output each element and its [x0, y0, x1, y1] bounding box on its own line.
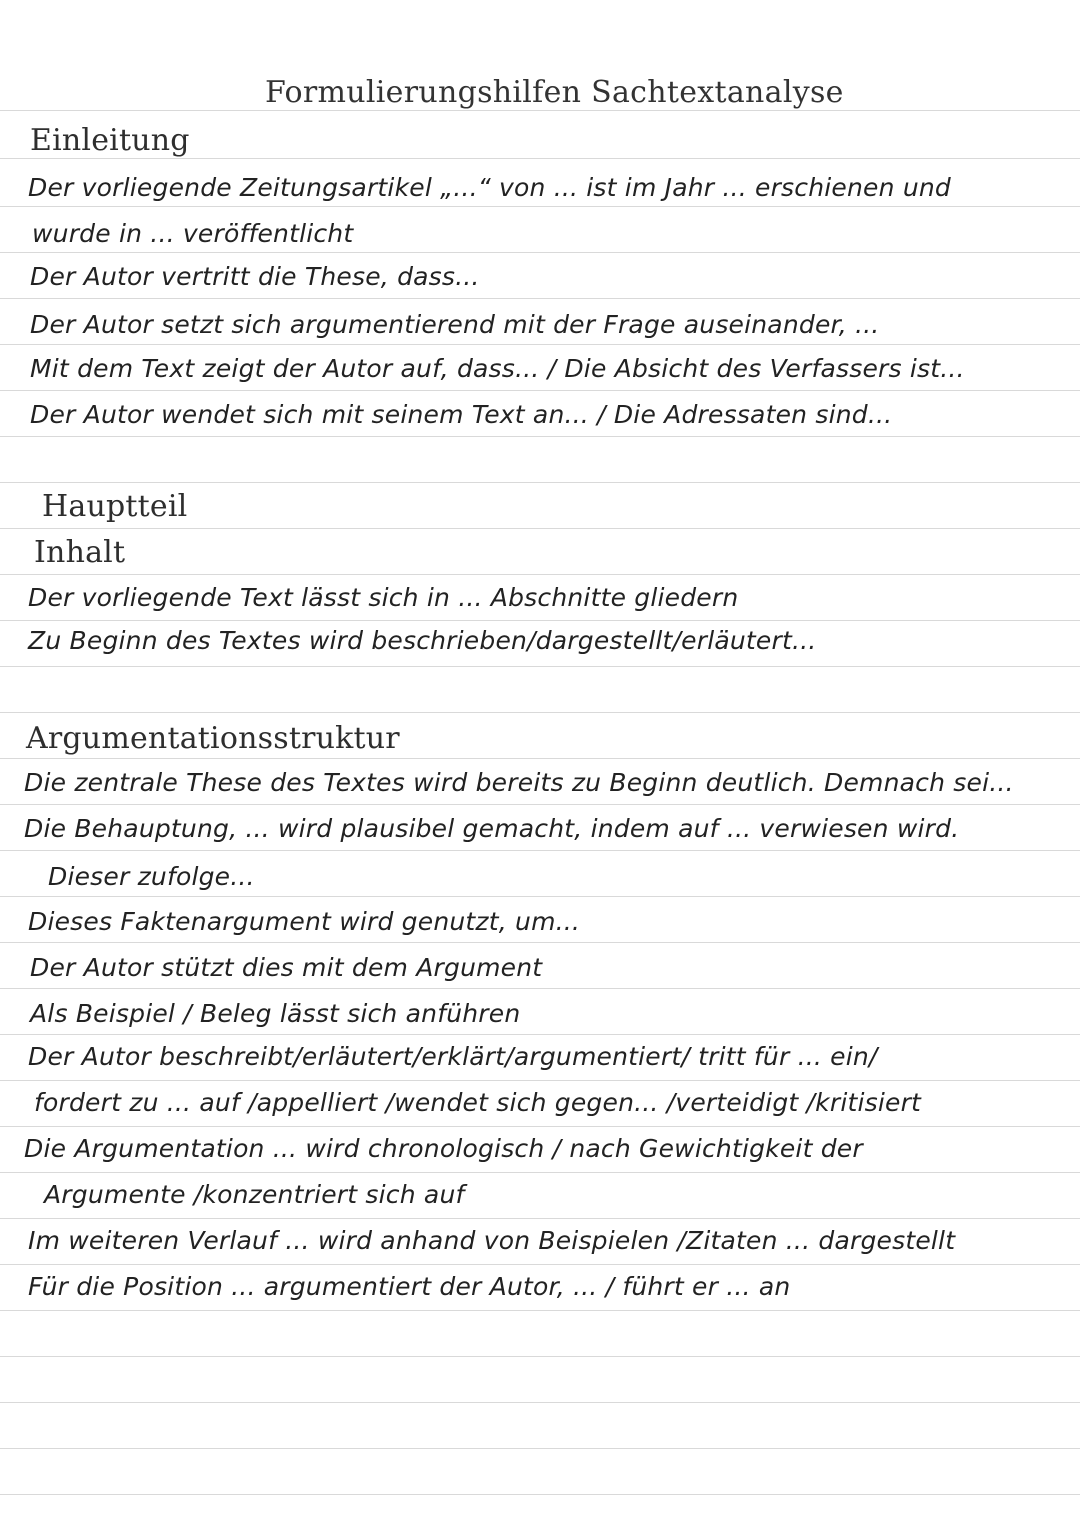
ruled-line: [0, 574, 1080, 575]
ruled-line: [0, 1080, 1080, 1081]
text-line: Dieser zufolge...: [48, 862, 255, 891]
ruled-line: [0, 482, 1080, 483]
ruled-line: [0, 390, 1080, 391]
ruled-line: [0, 942, 1080, 943]
text-line: Die zentrale These des Textes wird bereits zu Beginn deutlich. Demnach sei...: [24, 768, 1014, 797]
ruled-line: [0, 896, 1080, 897]
ruled-line: [0, 1218, 1080, 1219]
text-line: Zu Beginn des Textes wird beschrieben/dargestellt/erläutert...: [28, 626, 817, 655]
text-line: Der Autor stützt dies mit dem Argument: [30, 953, 543, 982]
section-heading-argumentationsstruktur: Argumentationsstruktur: [26, 721, 400, 756]
ruled-line: [0, 988, 1080, 989]
ruled-line: [0, 712, 1080, 713]
text-line: Die Behauptung, ... wird plausibel gemacht, indem auf ... verwiesen wird.: [24, 814, 960, 843]
ruled-line: [0, 1356, 1080, 1357]
ruled-line: [0, 1494, 1080, 1495]
text-line: Argumente /konzentriert sich auf: [44, 1180, 465, 1209]
ruled-line: [0, 850, 1080, 851]
text-line: Die Argumentation ... wird chronologisch / nach Gewichtigkeit der: [24, 1134, 863, 1163]
ruled-line: [0, 344, 1080, 345]
ruled-line: [0, 298, 1080, 299]
ruled-line: [0, 1448, 1080, 1449]
text-line: Für die Position ... argumentiert der Autor, ... / führt er ... an: [28, 1272, 791, 1301]
ruled-line: [0, 666, 1080, 667]
ruled-line: [0, 528, 1080, 529]
text-line: Als Beispiel / Beleg lässt sich anführen: [30, 999, 521, 1028]
text-line: Der Autor beschreibt/erläutert/erklärt/argumentiert/ tritt für ... ein/: [28, 1042, 878, 1071]
ruled-line: [0, 1034, 1080, 1035]
page-title: Formulierungshilfen Sachtextanalyse: [265, 75, 844, 110]
text-line: fordert zu ... auf /appelliert /wendet sich gegen... /verteidigt /kritisiert: [34, 1088, 922, 1117]
text-line: Der Autor vertritt die These, dass...: [30, 262, 480, 291]
section-heading-inhalt: Inhalt: [34, 535, 126, 570]
section-heading-einleitung: Einleitung: [30, 123, 190, 158]
ruled-line: [0, 110, 1080, 111]
ruled-line: [0, 620, 1080, 621]
text-line: Der Autor wendet sich mit seinem Text an... / Die Adressaten sind...: [30, 400, 893, 429]
ruled-line: [0, 758, 1080, 759]
ruled-line: [0, 804, 1080, 805]
ruled-line: [0, 1402, 1080, 1403]
text-line: Der vorliegende Text lässt sich in ... Abschnitte gliedern: [28, 583, 739, 612]
text-line: wurde in ... veröffentlicht: [32, 219, 354, 248]
text-line: Im weiteren Verlauf ... wird anhand von Beispielen /Zitaten ... dargestellt: [28, 1226, 956, 1255]
ruled-line: [0, 1172, 1080, 1173]
ruled-line: [0, 1126, 1080, 1127]
text-line: Mit dem Text zeigt der Autor auf, dass... / Die Absicht des Verfassers ist...: [30, 354, 965, 383]
section-heading-hauptteil: Hauptteil: [42, 489, 188, 524]
ruled-line: [0, 206, 1080, 207]
text-line: Der Autor setzt sich argumentierend mit der Frage auseinander, ...: [30, 310, 880, 339]
ruled-line: [0, 158, 1080, 159]
text-line: Der vorliegende Zeitungsartikel „...“ von ... ist im Jahr ... erschienen und: [28, 173, 951, 202]
text-line: Dieses Faktenargument wird genutzt, um...: [28, 907, 581, 936]
ruled-line: [0, 1310, 1080, 1311]
ruled-line: [0, 1264, 1080, 1265]
ruled-line: [0, 436, 1080, 437]
ruled-line: [0, 252, 1080, 253]
